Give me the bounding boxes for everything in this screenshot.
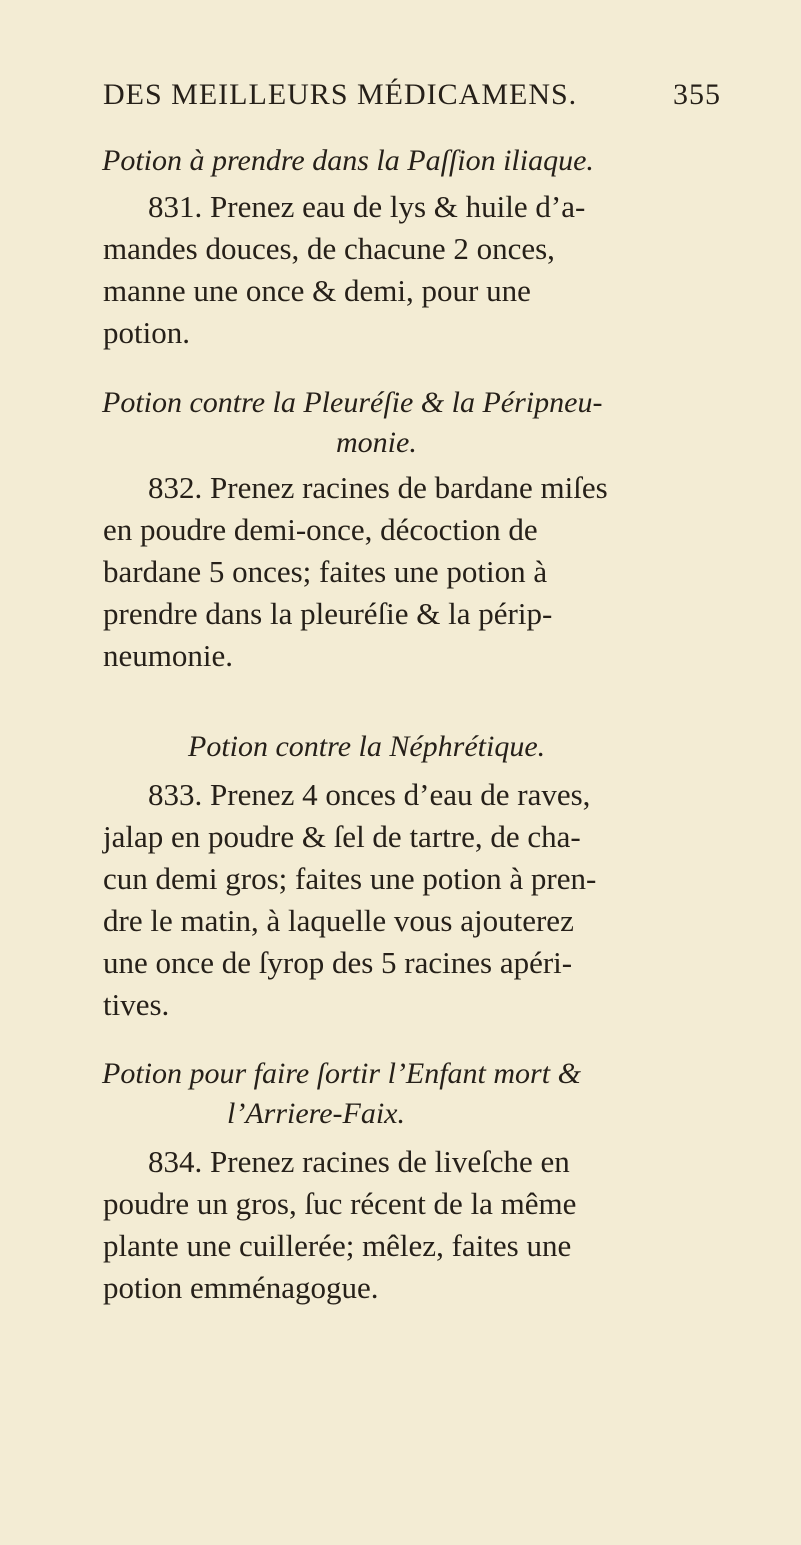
text-line: jalap en poudre & ſel de tartre, de cha- — [103, 819, 581, 854]
text-line: mandes douces, de chacune 2 onces, — [103, 231, 555, 266]
text-line: poudre un gros, ſuc récent de la même — [103, 1186, 577, 1221]
text-line: plante une cuillerée; mêlez, faites une — [103, 1228, 572, 1263]
page-number: 355 — [673, 78, 721, 111]
text-line: bardane 5 onces; faites une potion à — [103, 554, 548, 589]
heading-line: Potion pour faire ſortir l’Enfant mort & — [102, 1057, 581, 1090]
text-line: manne une once & demi, pour une — [103, 273, 531, 308]
text-line: 832. Prenez racines de bardane miſes — [148, 470, 608, 505]
heading-line: Potion contre la Pleuréſie & la Péripneu- — [102, 386, 603, 419]
text-line: une once de ſyrop des 5 racines apéri- — [103, 945, 573, 980]
page-header — [103, 78, 721, 112]
text-line: en poudre demi-once, décoction de — [103, 512, 538, 547]
running-title: DES MEILLEURS MÉDICAMENS. — [103, 78, 578, 111]
heading-line: l’Arriere-Faix. — [227, 1097, 405, 1130]
text-line: 834. Prenez racines de liveſche en — [148, 1144, 570, 1179]
text-line: 833. Prenez 4 onces d’eau de raves, — [148, 777, 591, 812]
text-line: dre le matin, à laquelle vous ajouterez — [103, 903, 574, 938]
heading-line: monie. — [336, 426, 417, 459]
text-line: neumonie. — [103, 638, 233, 673]
heading-line: Potion à prendre dans la Paſſion iliaque. — [102, 144, 594, 177]
text-line: potion. — [103, 315, 190, 350]
text-line: potion emménagogue. — [103, 1270, 379, 1305]
heading-line: Potion contre la Néphrétique. — [188, 730, 546, 763]
text-line: cun demi gros; faites une potion à pren- — [103, 861, 597, 896]
text-line: tives. — [103, 987, 170, 1022]
text-line: 831. Prenez eau de lys & huile d’a- — [148, 189, 586, 224]
text-line: prendre dans la pleuréſie & la périp- — [103, 596, 553, 631]
